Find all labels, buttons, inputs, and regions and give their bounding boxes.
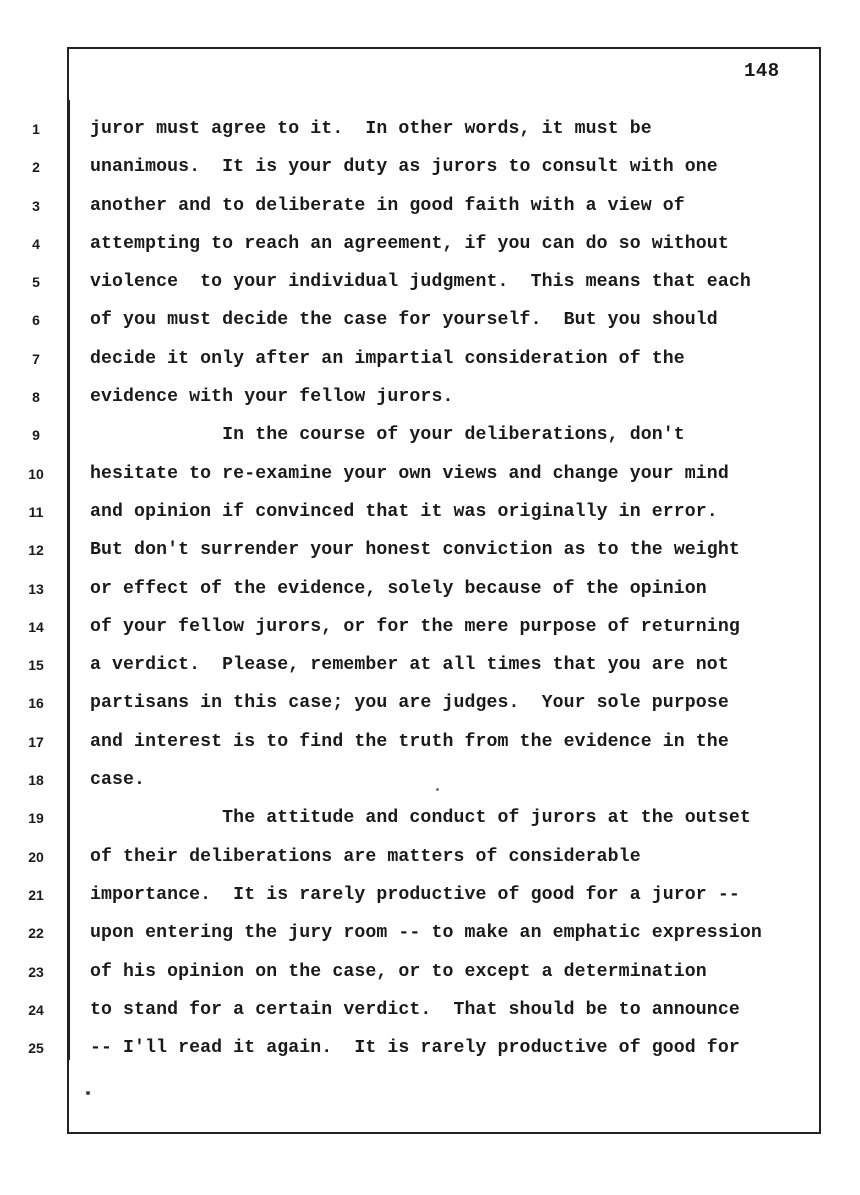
line-number: 8	[32, 389, 40, 406]
line-number: 21	[28, 886, 44, 903]
transcript-line: of their deliberations are matters of considerable	[90, 846, 641, 867]
line-number: 2	[32, 159, 40, 176]
transcript-line: of his opinion on the case, or to except a determination	[90, 961, 707, 982]
line-number: 6	[32, 312, 40, 329]
line-number: 4	[32, 235, 40, 252]
line-number: 22	[28, 925, 44, 942]
transcript-line: importance. It is rarely productive of good for a juror --	[90, 884, 740, 905]
transcript-line: another and to deliberate in good faith with a view of	[90, 195, 685, 216]
transcript-line: juror must agree to it. In other words, it must be	[90, 119, 652, 139]
transcript-line: and opinion if convinced that it was originally in error.	[90, 501, 718, 522]
line-number: 7	[32, 350, 40, 367]
transcript-line: a verdict. Please, remember at all times that you are not	[90, 655, 729, 676]
line-number: 20	[28, 848, 44, 865]
transcript-line: of you must decide the case for yourself. But you should	[90, 310, 718, 331]
line-number: 10	[28, 465, 44, 482]
transcript-line: unanimous. It is your duty as jurors to consult with one	[90, 157, 718, 178]
transcript-line: decide it only after an impartial consideration of the	[90, 348, 685, 369]
line-number: 3	[32, 197, 40, 214]
transcript-line: or effect of the evidence, solely because of the opinion	[90, 578, 707, 599]
transcript-line: The attitude and conduct of jurors at the outset	[90, 808, 751, 829]
line-number: 24	[28, 1001, 44, 1018]
line-number: 9	[32, 427, 40, 444]
line-number: 13	[28, 580, 44, 597]
transcript-line: evidence with your fellow jurors.	[90, 387, 454, 408]
transcript-line: of your fellow jurors, or for the mere purpose of returning	[90, 616, 740, 637]
line-number: 18	[28, 772, 44, 789]
scan-speck	[436, 788, 439, 791]
left-margin-rule	[68, 100, 70, 1060]
line-number: 25	[28, 1040, 44, 1057]
line-number: 15	[28, 657, 44, 674]
transcript-line: In the course of your deliberations, don't	[90, 425, 685, 446]
transcript-line: partisans in this case; you are judges. Your sole purpose	[90, 693, 729, 714]
transcript-line: case.	[90, 770, 146, 791]
page-number: 148	[744, 60, 780, 82]
transcript-line: and interest is to find the truth from the evidence in the	[90, 731, 729, 752]
line-number: 17	[28, 733, 44, 750]
transcript-line: attempting to reach an agreement, if you can do so without	[90, 233, 729, 254]
transcript-line: to stand for a certain verdict. That should be to announce	[90, 999, 740, 1020]
transcript-body	[90, 110, 818, 1067]
transcript-line: hesitate to re-examine your own views and change your mind	[90, 463, 729, 484]
line-number: 12	[28, 542, 44, 559]
line-number: 5	[32, 274, 40, 291]
transcript-line: But don't surrender your honest conviction as to the weight	[90, 540, 740, 561]
transcript-line: violence to your individual judgment. This means that each	[90, 272, 751, 293]
line-number-column	[18, 110, 54, 1067]
line-number: 23	[28, 963, 44, 980]
line-number: 14	[28, 618, 44, 635]
transcript-line: upon entering the jury room -- to make an emphatic expression	[90, 923, 762, 944]
line-number: 19	[28, 810, 44, 827]
line-number: 16	[28, 695, 44, 712]
line-number: 11	[28, 503, 44, 520]
line-number: 1	[32, 121, 40, 137]
scan-speck	[86, 1091, 90, 1095]
transcript-line: -- I'll read it again. It is rarely productive of good for	[90, 1038, 740, 1059]
